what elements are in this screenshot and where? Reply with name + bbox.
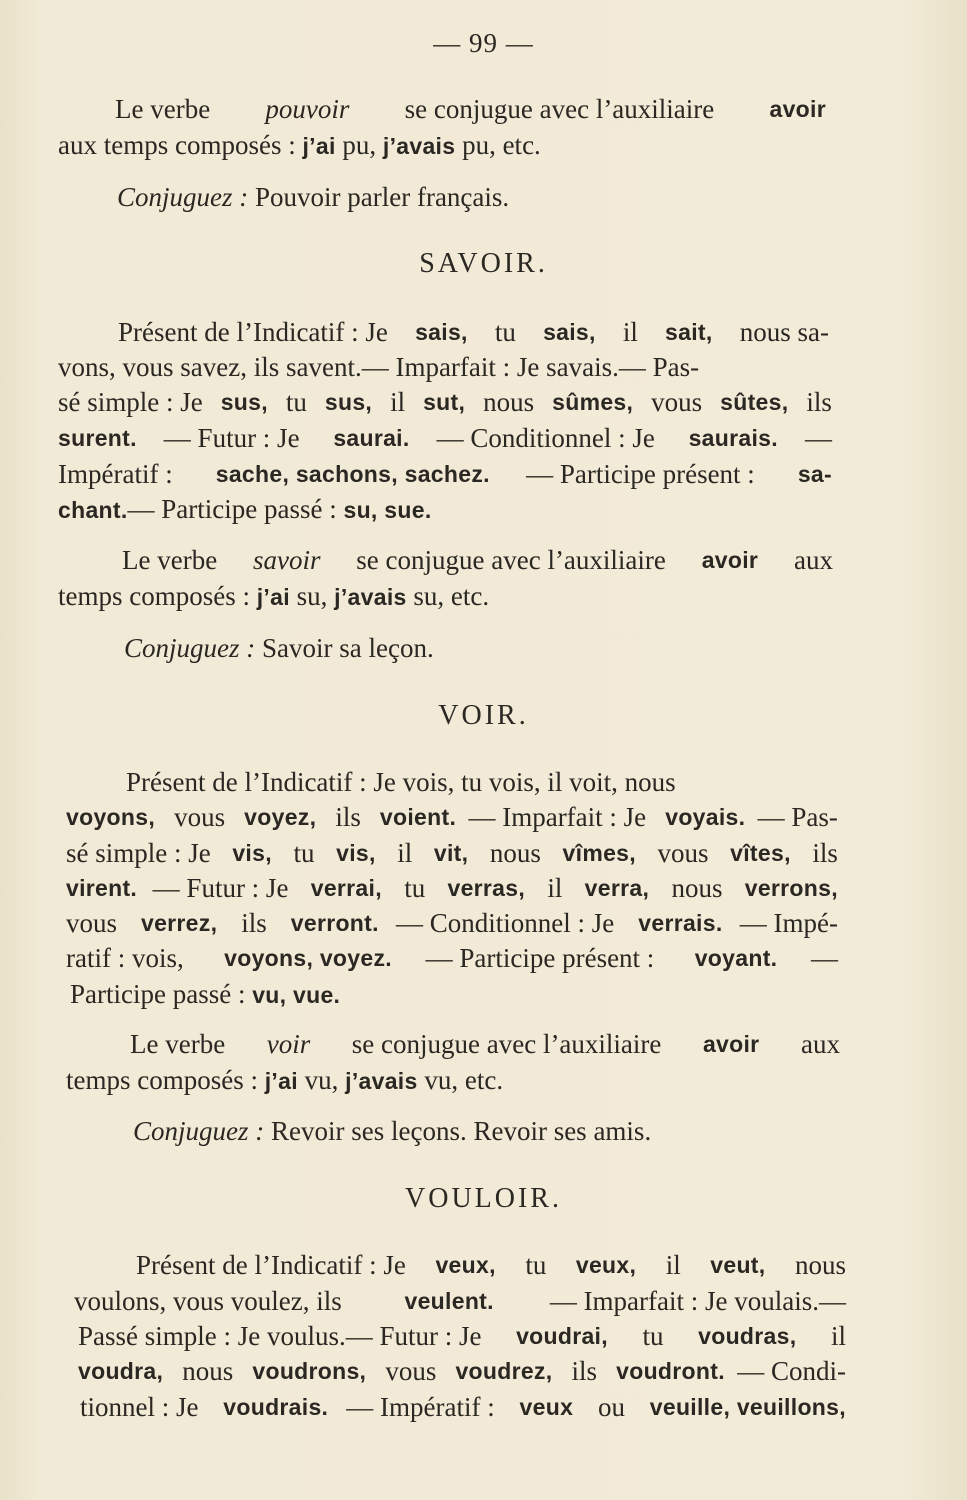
bold-run: surent. <box>58 425 137 451</box>
bold-run: veuille, veuillons, <box>649 1394 846 1420</box>
text-run: tionnel : Je <box>80 1392 206 1422</box>
text-line <box>58 421 832 455</box>
text-run: aux <box>794 1029 840 1059</box>
text-run: tu <box>635 1321 671 1351</box>
text-run: tu <box>397 873 432 903</box>
text-run: il <box>658 1250 688 1280</box>
bold-run: veulent. <box>404 1288 494 1314</box>
text-run: ou <box>591 1392 632 1422</box>
text-run: tu <box>518 1250 554 1280</box>
italic-run: Conjuguez : <box>124 633 256 663</box>
italic-run: pouvoir <box>265 94 350 124</box>
text-run: — Condi- <box>737 1356 846 1386</box>
text-line <box>58 128 541 163</box>
text-run: ratif : vois, <box>66 943 191 973</box>
text-run: Le verbe <box>130 1029 232 1059</box>
text-run: ils <box>564 1356 604 1386</box>
bold-run: j’avais <box>345 1068 418 1094</box>
text-line <box>118 315 829 349</box>
text-run: vu, <box>297 1065 346 1095</box>
text-run: vous <box>167 802 232 832</box>
bold-run: voudrai, <box>516 1323 608 1349</box>
text-run: vu, etc. <box>417 1065 504 1095</box>
bold-run: sus, <box>220 389 268 415</box>
bold-run: vit, <box>433 840 469 866</box>
text-run: Impératif : <box>58 459 180 489</box>
bold-run: j’avais <box>334 584 407 610</box>
bold-run: voudront. <box>616 1358 725 1384</box>
text-run: nous <box>175 1356 241 1386</box>
bold-run: sûmes, <box>552 389 634 415</box>
bold-run: sûtes, <box>720 389 789 415</box>
text-line <box>117 180 509 214</box>
text-run: — Participe présent : <box>425 943 662 973</box>
text-line <box>58 350 832 384</box>
text-line <box>58 492 432 527</box>
bold-run: j’ai <box>264 1068 298 1094</box>
text-run: il <box>390 838 420 868</box>
text-run: — Participe passé : <box>127 494 344 524</box>
text-run: Participe passé : <box>70 979 253 1009</box>
text-line <box>66 1063 503 1098</box>
text-run: su, etc. <box>406 581 490 611</box>
bold-run: veux, <box>435 1252 496 1278</box>
text-run: pu, etc. <box>455 130 541 160</box>
text-run: se conjugue avec l’auxiliaire <box>349 545 673 575</box>
section-heading-voir: VOIR. <box>438 700 529 731</box>
text-line <box>115 92 826 126</box>
text-run: nous <box>476 387 541 417</box>
text-run: Présent de l’Indicatif : Je <box>118 317 395 347</box>
bold-run: voudrons, <box>252 1358 367 1384</box>
text-run: sé simple : Je <box>66 838 218 868</box>
bold-run: chant. <box>58 497 128 523</box>
text-run: aux temps composés : <box>58 130 303 160</box>
section-heading-savoir: SAVOIR. <box>419 248 548 279</box>
bold-run: j’avais <box>382 133 456 159</box>
text-run: se conjugue avec l’auxiliaire <box>397 94 722 124</box>
bold-run: sais, <box>415 319 468 345</box>
text-run: temps composés : <box>58 581 257 611</box>
text-run: vons, vous savez, ils savent.— Imparfait : Je savais.— Pas- <box>58 352 700 382</box>
bold-run: sait, <box>665 319 713 345</box>
bold-run: voient. <box>379 804 457 830</box>
text-run: Pouvoir parler français. <box>248 182 510 212</box>
bold-run: veux <box>519 1394 574 1420</box>
bold-run: vu, vue. <box>252 982 341 1008</box>
text-run: — Futur : Je <box>152 873 296 903</box>
text-run: ils <box>328 802 368 832</box>
text-line <box>66 941 838 975</box>
text-run: — <box>811 943 838 973</box>
text-run: Passé simple : Je voulus.— Futur : Je <box>78 1321 489 1351</box>
text-run: ils <box>234 908 274 938</box>
text-run: Revoir ses leçons. Revoir ses amis. <box>264 1116 652 1146</box>
bold-run: vis, <box>336 840 376 866</box>
text-run: tu <box>286 838 322 868</box>
bold-run: verrez, <box>141 910 218 936</box>
text-run: tu <box>488 317 523 347</box>
text-run: Le verbe <box>122 545 224 575</box>
text-run: — Conditionnel : Je <box>436 423 662 453</box>
bold-run: avoir <box>701 547 759 573</box>
italic-run: Conjuguez : <box>133 1116 265 1146</box>
bold-run: vis, <box>232 840 272 866</box>
text-run: nous <box>664 873 730 903</box>
text-run: vous <box>644 387 709 417</box>
text-run: — Imparfait : Je voulais.— <box>549 1286 846 1316</box>
bold-run: saurais. <box>688 425 778 451</box>
bold-run: voyais. <box>665 804 746 830</box>
text-line <box>58 457 832 491</box>
bold-run: verront. <box>290 910 379 936</box>
bold-run: verrons, <box>744 875 838 901</box>
text-run: — Conditionnel : Je <box>396 908 622 938</box>
text-run: il <box>383 387 412 417</box>
bold-run: vîtes, <box>730 840 791 866</box>
text-run: — Futur : Je <box>163 423 307 453</box>
text-run: — Impératif : <box>346 1392 502 1422</box>
text-line <box>124 631 434 665</box>
bold-run: su, sue. <box>343 497 432 523</box>
bold-run: veux, <box>575 1252 637 1278</box>
bold-run: avoir <box>702 1031 760 1057</box>
text-run: Présent de l’Indicatif : Je <box>136 1250 413 1280</box>
text-run: temps composés : <box>66 1065 265 1095</box>
text-run: — Impé- <box>739 908 838 938</box>
text-run: su, <box>289 581 335 611</box>
bold-run: sais, <box>543 319 596 345</box>
bold-run: sus, <box>324 389 373 415</box>
bold-run: veut, <box>710 1252 766 1278</box>
text-line <box>78 1354 846 1388</box>
text-line <box>66 800 838 834</box>
bold-run: verra, <box>584 875 650 901</box>
text-line <box>66 906 838 940</box>
text-run: pu, <box>335 130 383 160</box>
bold-run: sache, sachons, sachez. <box>215 461 490 487</box>
text-run: ils <box>805 838 838 868</box>
text-line <box>122 543 833 577</box>
text-run: — Participe présent : <box>526 459 762 489</box>
bold-run: sa- <box>797 461 832 487</box>
text-run: Le verbe <box>115 94 217 124</box>
text-run: sé simple : Je <box>58 387 210 417</box>
text-run: il <box>540 873 570 903</box>
text-run: aux <box>787 545 833 575</box>
bold-run: voudra, <box>78 1358 164 1384</box>
italic-run: voir <box>266 1029 311 1059</box>
text-line <box>130 1027 840 1061</box>
bold-run: verrai, <box>310 875 382 901</box>
bold-run: vîmes, <box>562 840 636 866</box>
text-line <box>126 765 837 799</box>
bold-run: voyons, <box>66 804 156 830</box>
bold-run: virent. <box>66 875 138 901</box>
bold-run: saurai. <box>333 425 410 451</box>
text-run: il <box>616 317 645 347</box>
text-run: nous <box>788 1250 846 1280</box>
text-line <box>66 836 838 870</box>
text-run: ils <box>799 387 832 417</box>
italic-run: savoir <box>252 545 321 575</box>
text-run: vous <box>378 1356 444 1386</box>
bold-run: verras, <box>447 875 526 901</box>
bold-run: j’ai <box>302 133 336 159</box>
text-run: — Pas- <box>757 802 838 832</box>
bold-run: j’ai <box>256 584 290 610</box>
bold-run: voyant. <box>694 945 778 971</box>
section-heading-vouloir: VOULOIR. <box>405 1183 562 1214</box>
bold-run: avoir <box>769 96 826 122</box>
bold-run: voyons, voyez. <box>224 945 392 971</box>
text-run: vous <box>66 908 124 938</box>
text-run: Présent de l’Indicatif : Je vois, tu vois, il voit, nous <box>126 767 676 797</box>
text-run: voulons, vous voulez, ils <box>74 1286 349 1316</box>
text-run: se conjugue avec l’auxiliaire <box>345 1029 669 1059</box>
page-number: — 99 — <box>433 28 534 58</box>
bold-run: verrais. <box>638 910 723 936</box>
italic-run: Conjuguez : <box>117 182 249 212</box>
text-run: tu <box>279 387 314 417</box>
text-line <box>78 1319 846 1353</box>
bold-run: voudras, <box>698 1323 797 1349</box>
text-run: — <box>804 423 832 453</box>
text-line <box>58 385 832 419</box>
text-line <box>70 977 340 1012</box>
text-line <box>133 1114 651 1148</box>
bold-run: sut, <box>423 389 466 415</box>
text-run: nous <box>483 838 548 868</box>
text-line <box>80 1390 846 1424</box>
text-run: — Imparfait : Je <box>468 802 653 832</box>
bold-run: voyez, <box>244 804 317 830</box>
text-line <box>136 1248 846 1282</box>
text-run: Savoir sa leçon. <box>255 633 434 663</box>
text-line <box>58 579 489 614</box>
bold-run: voudrez, <box>455 1358 553 1384</box>
bold-run: voudrais. <box>223 1394 329 1420</box>
text-line <box>74 1284 846 1318</box>
text-run: nous sa- <box>732 317 829 347</box>
text-run: vous <box>650 838 716 868</box>
text-run: il <box>824 1321 846 1351</box>
text-line <box>66 871 838 905</box>
